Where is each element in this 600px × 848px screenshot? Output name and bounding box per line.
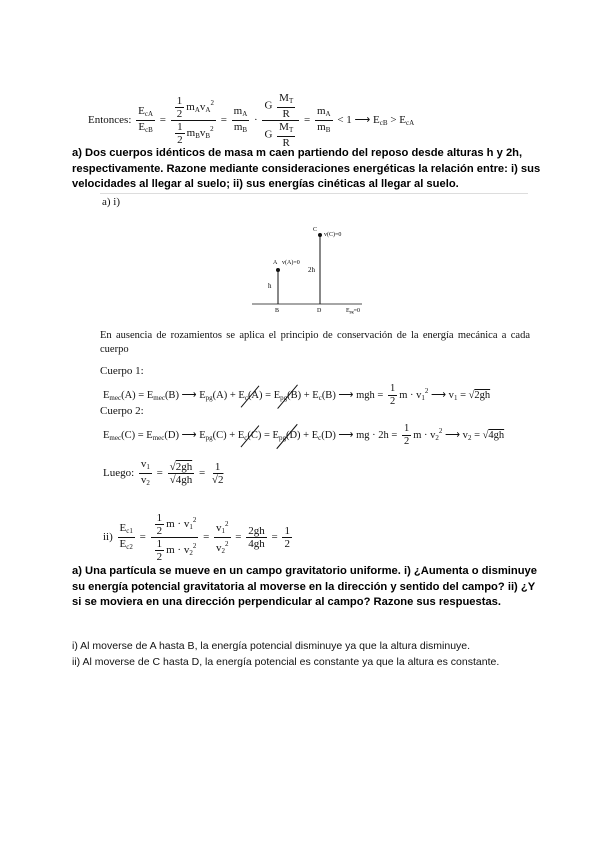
point-a-dot [276,268,280,272]
label-va: v(A)=0 [282,260,300,266]
answer-i: i) Al moverse de A hasta B, la energía potencial disminuye ya que la altura disminuye. [72,640,471,652]
body1-equation: $E_{mec}(A) = E_{mec}(B)$ ⟶ $E_{pg}(A) + E_c(A) = E_{pg}(B) + E_c(B)$ ⟶ mgh = $\frac{1}{2}$ $m \cdot v_1^2$ ⟶ $v_1 = √2gh$ [103,383,491,407]
divider [100,193,528,194]
label-2h: 2h [308,266,315,274]
body2-label: Cuerpo 2: [100,405,144,417]
ii-equation: ii) $\frac{E_{c1}}{E_{c2}}$ = $\frac{1}{2}$ $m \cdot v_1^2$ $\frac{1}{2}$ $m \cdot v_2^2$ = $\frac{v_1^2}{v_2^2}$ = $\frac{2gh}{4gh}$ = $\frac{1}{2}$ [103,512,290,563]
ratio-masses-2: $\frac{m_A}{m_B}$ [316,105,331,134]
ratio-kinetic: $\frac{1}{2}$ $m_Av_A^2$ $\frac{1}{2}$ $m_Bv_B^2$ [171,95,216,146]
body2-equation: $E_{mec}(C) = E_{mec}(D)$ ⟶ $E_{pg}(C) + E_c(C) = E_{pg}(D) + E_c(D)$ ⟶ mg · 2h = $\frac{1}{2}$ $m \cdot v_2^2$ ⟶ $v_2 = √4gh$ [103,423,505,447]
label-ground: Epg=0 [346,308,361,314]
equation-tail: < 1 ⟶ $E_{cB} > E_{cA}$ [337,114,415,128]
ii-label: ii) [103,531,113,544]
ratio-gravity: G $\frac{M_T}{R}$ G $\frac{M_T}{R}$ [262,92,299,149]
label-a: A [273,260,278,266]
equation-top: Entonces: $\frac{E_{cA}}{E_{cB}}$ = $\frac{1}{2}$ $m_Av_A^2$ $\frac{1}{2}$ $m_Bv_B^2$ = $\frac{m_A}{m_B}$ · G $\frac{M_T}{R}$ G $\frac{M_T}{R}$ = $\frac{m_A}{m_B}$ < 1 ⟶ $E_{cB} > E_{cA}$ [88,92,415,149]
point-c-dot [318,233,322,237]
answer-ii: ii) Al moverse de C hasta D, la energía potencial es constante ya que la altura es constante. [72,656,500,668]
ratio-masses: $\frac{m_A}{m_B}$ [233,105,248,134]
label-d: D [317,308,322,314]
label-vc: v(C)=0 [324,232,342,238]
explanation-text: En ausencia de rozamientos se aplica el principio de conservación de la energía mecánica a cada cuerpo [100,330,530,355]
luego-label: Luego: [103,467,135,480]
ratio-ec: $\frac{E_{cA}}{E_{cB}}$ [138,105,154,134]
luego-equation: Luego: $\frac{v_1}{v_2}$ = $\frac{√2gh}{√4gh}$ = $\frac{1}{√2}$ [103,458,224,487]
equation-lead: Entonces: [88,114,132,127]
question-1: a) Dos cuerpos idénticos de masa m caen partiendo del reposo desde alturas h y 2h, respectivamente. Razone mediante consideraciones energéticas la relación entre: i) sus velocidades al llegar al suelo; ii) sus energías cinéticas al llegar al suelo. [72,147,541,190]
label-c: C [313,227,318,233]
label-b: B [275,308,280,314]
part-i-label: a) i) [102,196,121,208]
question-2: a) Una partícula se mueve en un campo gravitatorio uniforme. i) ¿Aumenta o disminuye su energía potencial gravitatoria al moverse en la dirección y sentido del campo? ii) ¿Y si se moviera en una dirección perpendicular al campo? Razone sus respuestas. [72,565,537,608]
body1-label: Cuerpo 1: [100,365,144,377]
label-h: h [268,282,272,290]
